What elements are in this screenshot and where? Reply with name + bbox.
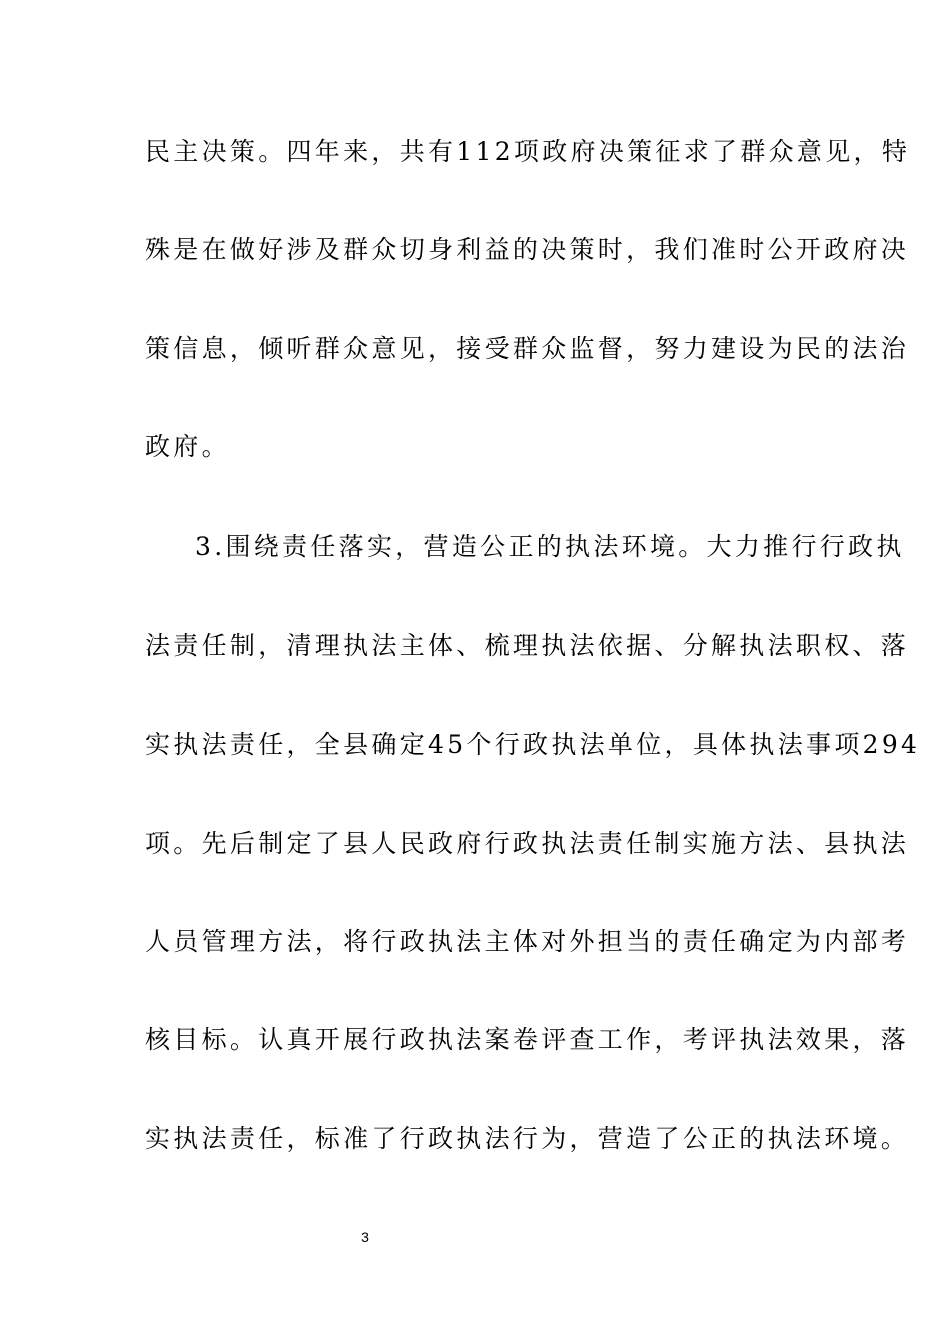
paragraph-first-line: 3.围绕责任落实，营造公正的执法环境。大力推行行政执 xyxy=(195,532,905,561)
paragraph-line: 策信息，倾听群众意见，接受群众监督，努力建设为民的法治 xyxy=(145,334,910,363)
paragraph-line: 殊是在做好涉及群众切身利益的决策时，我们准时公开政府决 xyxy=(145,235,910,264)
paragraph-line: 法责任制，清理执法主体、梳理执法依据、分解执法职权、落 xyxy=(145,631,910,660)
paragraph-line: 核目标。认真开展行政执法案卷评查工作，考评执法效果，落 xyxy=(145,1025,910,1054)
paragraph-line: 项。先后制定了县人民政府行政执法责任制实施方法、县执法 xyxy=(145,829,910,858)
paragraph-line: 人员管理方法，将行政执法主体对外担当的责任确定为内部考 xyxy=(145,927,910,956)
page-number: 3 xyxy=(361,1229,369,1245)
paragraph-line: 实执法责任，标准了行政执法行为，营造了公正的执法环境。 xyxy=(145,1124,910,1153)
paragraph-line: 实执法责任，全县确定45个行政执法单位，具体执法事项294 xyxy=(145,730,921,759)
paragraph-line: 民主决策。四年来，共有112项政府决策征求了群众意见，特 xyxy=(145,137,911,166)
paragraph-line: 政府。 xyxy=(145,432,230,461)
